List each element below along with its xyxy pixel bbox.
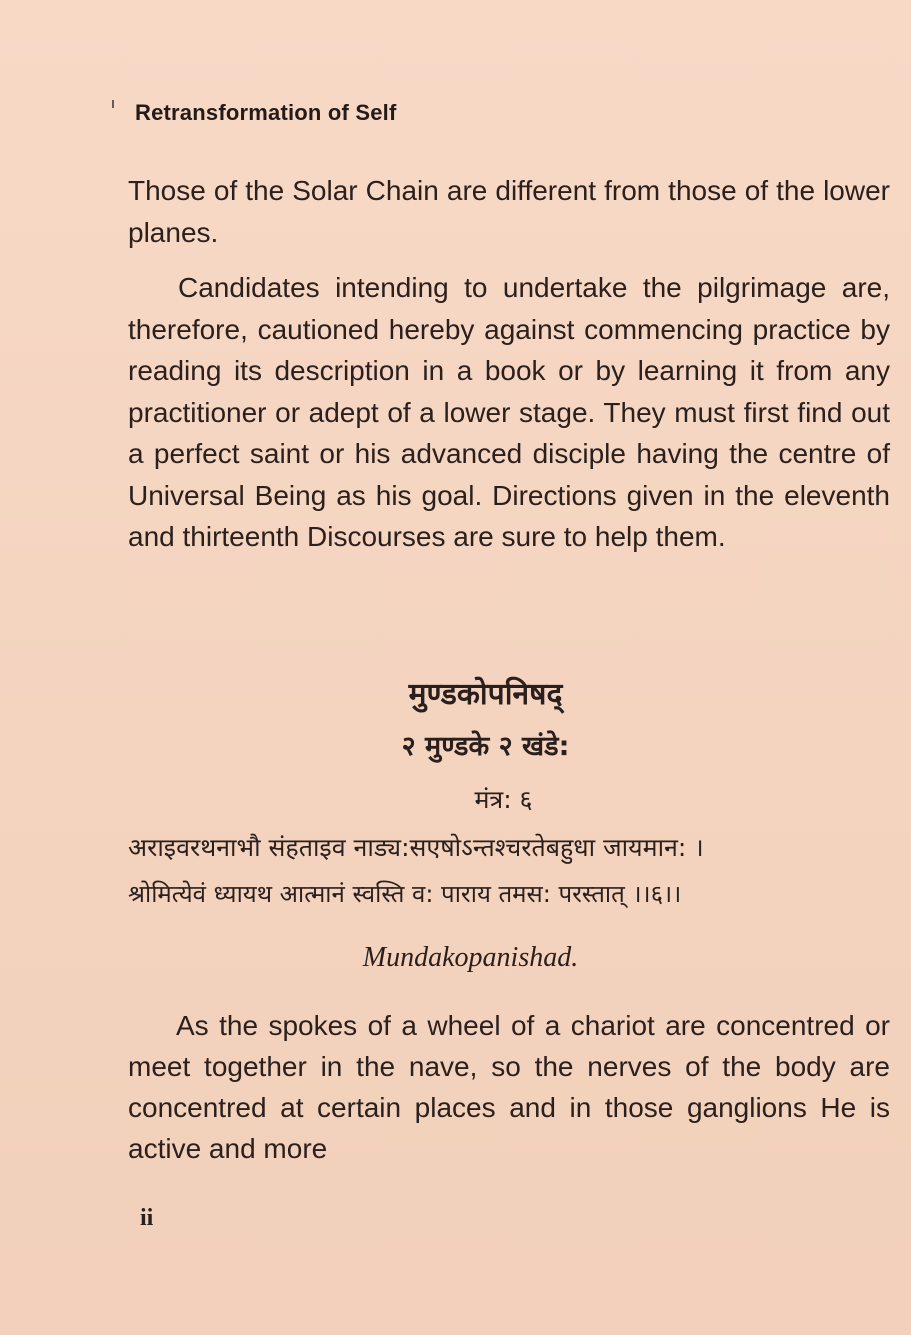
- margin-mark: [112, 100, 114, 108]
- upanishad-title: मुण्डकोपनिषद्: [408, 677, 563, 712]
- paragraph-solar-chain: Those of the Solar Chain are different from those of the lower planes.: [128, 175, 890, 248]
- section-reference: २ मुण्डके २ खंडे:: [401, 731, 570, 762]
- paragraph-candidates: Candidates intending to undertake the pilgrimage are, therefore, cautioned hereby against commencing practice by reading its description in a book or by learning it from any practitioner or adept of a lower stage. They must first find out a perfect saint or his advanced disciple having the centre of Universal Being as his goal. Directions given in the eleventh and thirteenth Discourses are sure to help them.: [128, 272, 890, 552]
- running-title: Retransformation of Self: [135, 100, 397, 125]
- paragraph-spokes: As the spokes of a wheel of a chariot are concentred or meet together in the nave, so the nerves of the body are concentred at certain places and in those ganglions He is active and more: [128, 1010, 890, 1164]
- verse-line-2: श्रोमित्येवं ध्यायथ आत्मानं स्वस्ति व: पाराय तमस: परस्तात् ।।६।।: [128, 880, 682, 908]
- page-number: ii: [140, 1205, 154, 1231]
- verse-line-1: अराइवरथनाभौ संहताइव नाड्य:सएषोऽन्तश्चरतेबहुधा जायमान: ।: [128, 833, 704, 862]
- mantra-number: मंत्र: ६: [474, 785, 533, 814]
- transliterated-title: Mundakopanishad.: [362, 942, 579, 973]
